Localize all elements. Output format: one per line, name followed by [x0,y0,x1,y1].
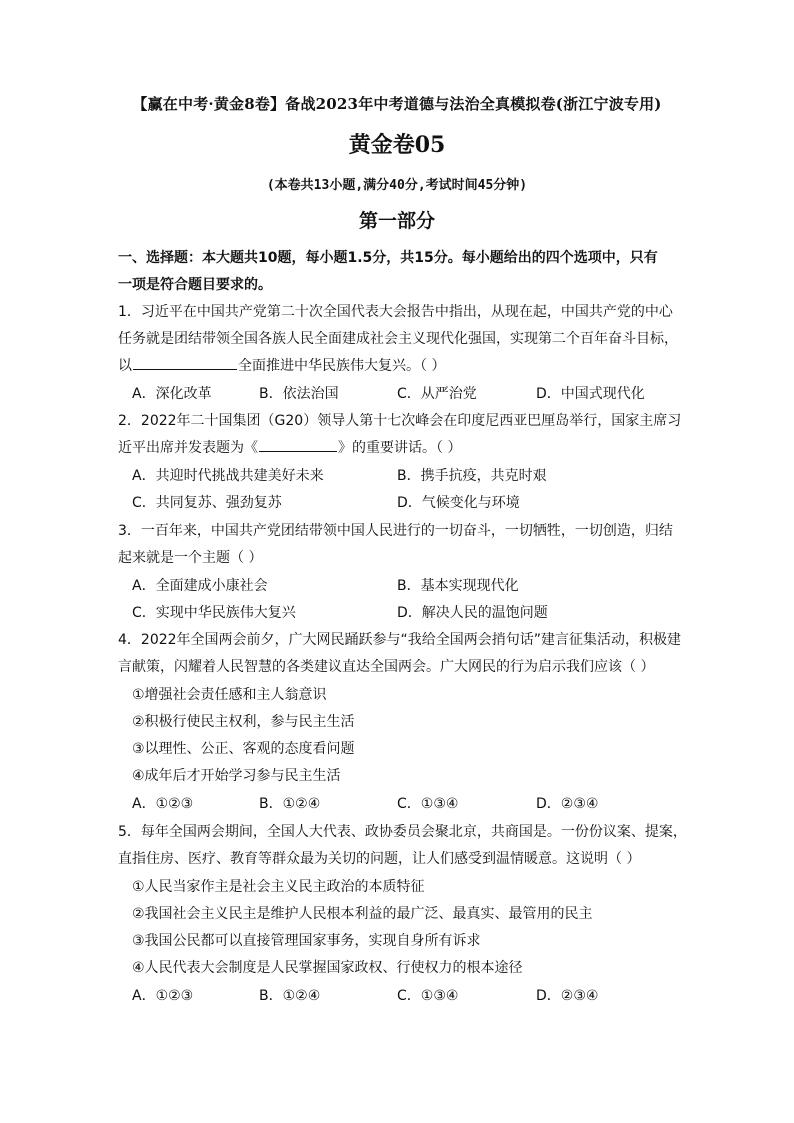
q1-answer-blank [133,355,237,370]
q1-stem-line3 [118,355,445,375]
q1-option-b: B．依法治国 [259,386,339,402]
q4-option-b: B．①②④ [259,796,321,812]
q5-statement-1: ①人民当家作主是社会主义民主政治的本质特征 [132,879,425,895]
q4-option-d: D．②③④ [536,796,599,812]
q5-statement-3: ③我国公民都可以直接管理国家事务，实现自身所有诉求 [132,933,481,949]
q1-option-c: C．从严治党 [397,386,477,402]
q3-stem-line1: 3．一百年来，中国共产党团结带领中国人民进行的一切奋斗，一切牺牲，一切创造，归结 [118,523,673,539]
q5-option-a: A．①②③ [132,988,194,1004]
q1-stem-line2: 任务就是团结带领全国各族人民全面建成社会主义现代化强国，实现第二个百年奋斗目标， [118,331,678,347]
q1-stem-line3-post: 全面推进中华民族伟大复兴。（ ） [238,358,446,374]
q4-stem-line1: 4．2022年全国两会前夕，广大网民踊跃参与“我给全国两会捎句话”建言征集活动，积极建 [118,632,682,648]
q4-stem-line2: 言献策，闪耀着人民智慧的各类建议直达全国两会。广大网民的行为启示我们应该（ ） [118,659,655,675]
q1-stem-line3-pre: 以 [118,358,132,374]
exam-title: 黄金卷05 [348,132,446,158]
q2-option-a: A．共迎时代挑战共建美好未来 [132,468,324,484]
q5-stem-line2: 直指住房、医疗、教育等群众最为关切的问题，让人们感受到温情暖意。这说明（ ） [118,851,641,867]
q1-option-d: D．中国式现代化 [536,386,645,402]
q2-stem-line1: 2．2022年二十国集团（G20）领导人第十七次峰会在印度尼西亚巴厘岛举行，国家主席习 [118,413,682,429]
q2-stem-line2-post: 》的重要讲话。（ ） [338,440,462,456]
q4-statement-2: ②积极行使民主权利，参与民主生活 [132,714,355,730]
q3-option-b: B．基本实现现代化 [397,578,519,594]
q5-statement-4: ④人民代表大会制度是人民掌握国家政权、行使权力的根本途径 [132,960,523,976]
q3-stem-line2: 起来就是一个主题（ ） [118,550,263,566]
q2-stem-line2 [118,437,461,457]
q5-option-c: C．①③④ [397,988,459,1004]
exam-note: (本卷共13小题,满分40分,考试时间45分钟) [266,178,528,193]
q4-statement-3: ③以理性、公正、客观的态度看问题 [132,741,355,757]
q3-option-c: C．实现中华民族伟大复兴 [132,605,296,621]
part-title: 第一部分 [358,210,435,232]
q5-option-b: B．①②④ [259,988,321,1004]
q5-statement-2: ②我国社会主义民主是维护人民根本利益的最广泛、最真实、最管用的民主 [132,906,593,922]
q4-option-a: A．①②③ [132,796,194,812]
q2-option-c: C．共同复苏、强劲复苏 [132,495,282,511]
q4-statement-1: ①增强社会责任感和主人翁意识 [132,687,327,703]
q3-option-d: D．解决人民的温饱问题 [397,605,548,621]
series-header: 【赢在中考·黄金8卷】备战2023年中考道德与法治全真模拟卷(浙江宁波专用) [132,95,662,113]
section-instruction-line2: 一项是符合题目要求的。 [118,277,272,293]
q5-stem-line1: 5．每年全国两会期间，全国人大代表、政协委员会聚北京，共商国是。一份份议案、提案， [118,824,687,840]
q1-stem-line1: 1．习近平在中国共产党第二十次全国代表大会报告中指出，从现在起，中国共产党的中心 [118,304,673,320]
q2-answer-blank [259,437,337,452]
q2-option-b: B．携手抗疫，共克时艰 [397,468,547,484]
q5-option-d: D．②③④ [536,988,599,1004]
q3-option-a: A．全面建成小康社会 [132,578,268,594]
q4-option-c: C．①③④ [397,796,459,812]
section-instruction-line1: 一、选择题：本大题共10题，每小题1.5分，共15分。每小题给出的四个选项中，只有 [118,250,658,266]
q2-stem-line2-pre: 近平出席并发表题为《 [118,440,258,456]
q4-statement-4: ④成年后才开始学习参与民主生活 [132,768,341,784]
q2-option-d: D．气候变化与环境 [397,495,520,511]
q1-option-a: A．深化改革 [132,386,212,402]
